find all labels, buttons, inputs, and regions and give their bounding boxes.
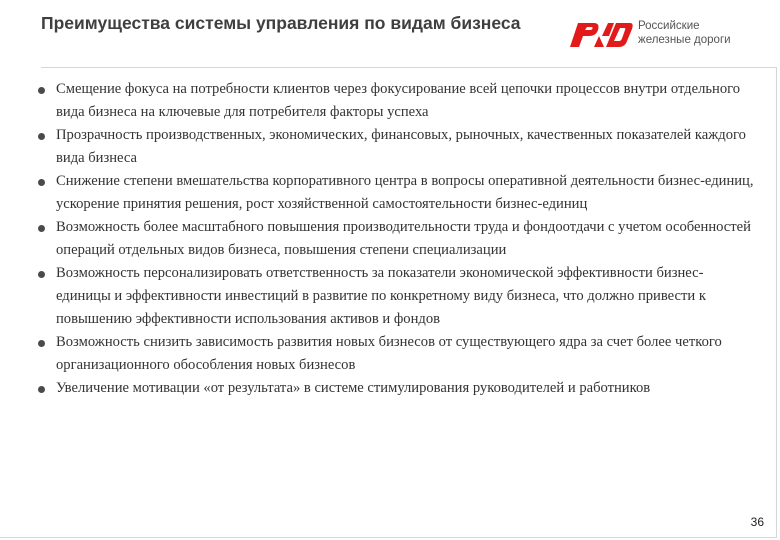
company-logo (568, 17, 768, 53)
bullet-list (38, 78, 758, 400)
logo-line-2: железные дороги (638, 34, 731, 46)
frame-right-border (776, 67, 777, 538)
bullet-icon (38, 386, 45, 393)
bullet-item (38, 124, 758, 170)
bullet-text: Возможность снизить зависимость развития новых бизнесов от существующего ядра за счет более четкого организационного обособления новых бизнесов (56, 334, 722, 373)
header-divider (41, 67, 777, 68)
bullet-icon (38, 271, 45, 278)
slide-title: Преимущества системы управления по видам бизнеса (41, 13, 521, 33)
bullet-item (38, 262, 758, 331)
page-number: 36 (750, 515, 764, 529)
bullet-text: Возможность персонализировать ответственность за показатели экономической эффективности бизнес-единицы и эффективности инвестиций в развитие по конкретному виду бизнеса, что должно привести к повышению эффективности использования активов и фондов (56, 265, 706, 327)
logo-wordmark (638, 19, 768, 47)
bullet-text: Прозрачность производственных, экономических, финансовых, рыночных, качественных показателей каждого вида бизнеса (56, 127, 746, 166)
bullet-text: Смещение фокуса на потребности клиентов через фокусирование всей цепочки процессов внутри отдельного вида бизнеса на ключевые для потребителя факторы успеха (56, 81, 741, 120)
bullet-icon (38, 225, 45, 232)
frame-bottom-border (0, 537, 777, 538)
bullet-item (38, 331, 758, 377)
bullet-icon (38, 133, 45, 140)
bullet-item (38, 78, 758, 124)
bullet-item (38, 377, 758, 400)
bullet-icon (38, 340, 45, 347)
bullet-icon (38, 87, 45, 94)
bullet-item (38, 216, 758, 262)
bullet-text: Возможность более масштабного повышения производительности труда и фондоотдачи с учетом особенностей операций отдельных видов бизнеса, повышения степени специализации (56, 219, 751, 258)
bullet-text: Увеличение мотивации «от результата» в системе стимулирования руководителей и работников (56, 380, 651, 396)
rzd-logo-icon (568, 19, 634, 49)
logo-line-1: Российские (638, 20, 700, 32)
bullet-icon (38, 179, 45, 186)
bullet-text: Снижение степени вмешательства корпоративного центра в вопросы оперативной деятельности бизнес-единиц, ускорение принятия решения, рост хозяйственной самостоятельности бизнес-единиц (56, 173, 754, 212)
bullet-item (38, 170, 758, 216)
